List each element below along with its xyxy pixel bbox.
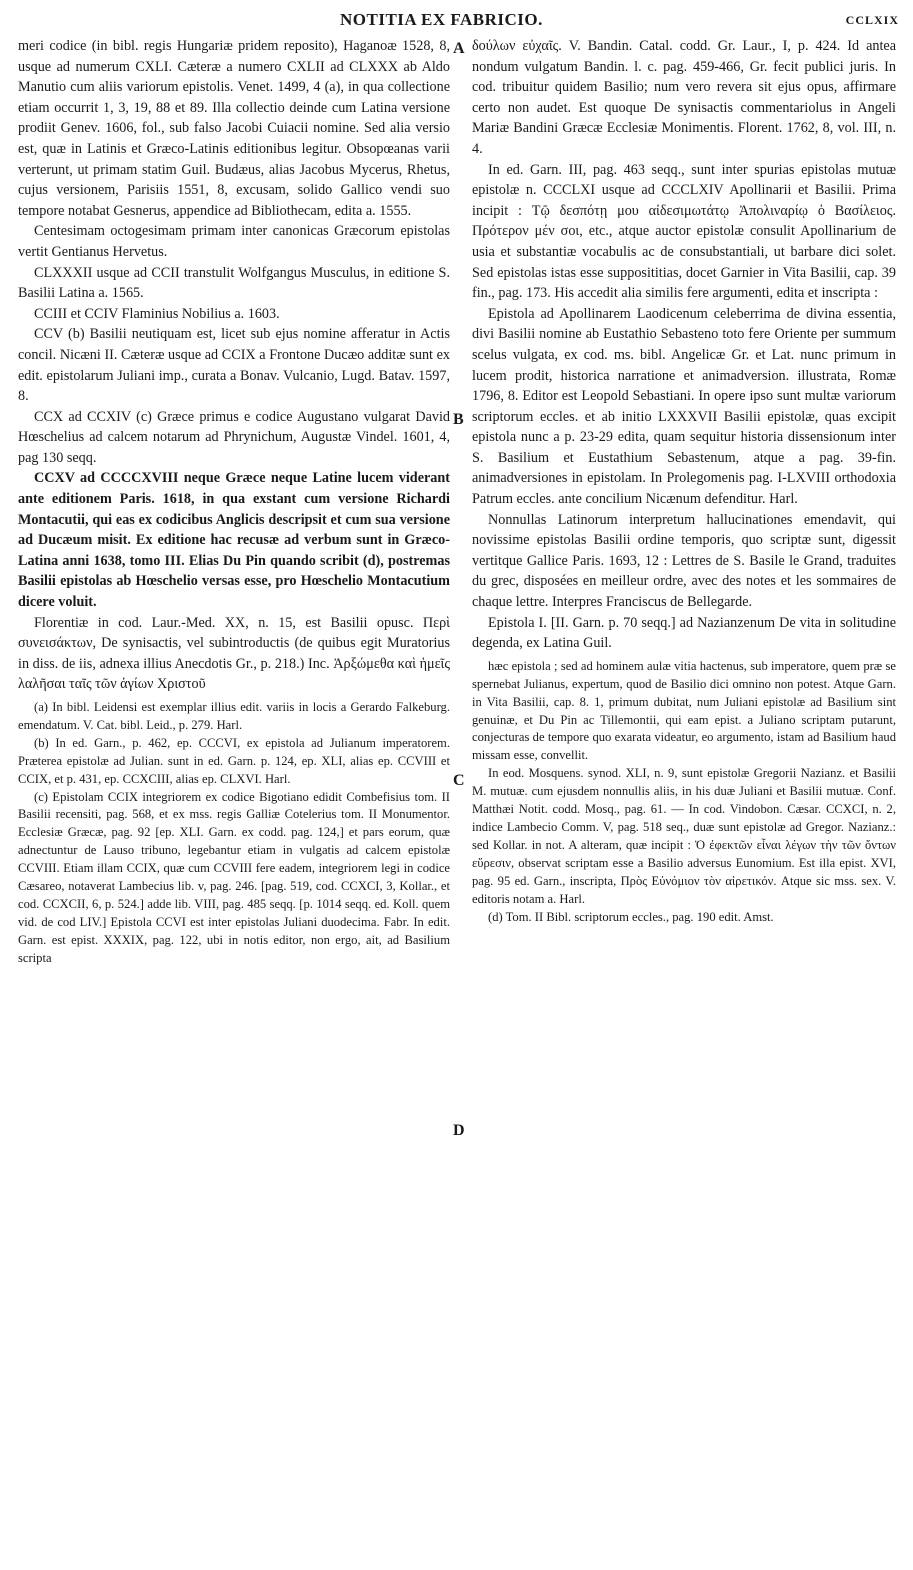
section-marker-a: A [453, 40, 465, 57]
left-footnotes [18, 699, 450, 968]
right-paragraph: In ed. Garn. III, pag. 463 seqq., sunt inter spurias epistolas mutuæ epistolæ n. CCCLXI usque ad CCCLXIV Apollinarii et Basilii. Prima incipit : Τῷ δεσπότῃ μου αἰδεσιμωτάτῳ Ἀπολιναρίῳ ὁ Βασίλειος. Πρότερον μέν σοι, etc., atque auctor epistolæ consulit Apollinarium de usia et substantiæ vocabulis ac de consubstantiali, ut barbare dici solet. Sed epistolas istas esse supposititias, docet Garnier in Vita Basilii, cap. 39 fin., pag. 173. His accedit alia similis fere argumenti, edita et inscripta : [472, 161, 896, 302]
running-title: NOTITIA EX FABRICIO. [340, 10, 543, 29]
left-paragraph: Centesimam octogesimam primam inter canonicas Græcorum epistolas vertit Gentianus Hervetus. [18, 223, 450, 260]
left-paragraph: CCV (b) Basilii neutiquam est, licet sub ejus nomine afferatur in Actis concil. Nicæni II. Cæteræ usque ad CCIX a Frontone Ducæo additæ sunt ex edit. epistolarum Juliani imp., curata a Bonav. Vulcanio, Lugd. Batav. 1597, 8. [18, 326, 450, 405]
left-paragraph: CCIII et CCIV Flaminius Nobilius a. 1603. [34, 305, 280, 322]
footnote: (a) In bibl. Leidensi est exemplar illius edit. variis in locis a Gerardo Falkeburg. emendatum. V. Cat. bibl. Leid., p. 279. Harl. [18, 700, 450, 732]
right-column [472, 36, 896, 926]
right-paragraph: δούλων εὐχαῖς. V. Bandin. Catal. codd. Gr. Laur., I, p. 424. Id antea nondum vulgatum Bandin. l. c. pag. 459-466, Gr. fecit publici juris. In cod. tribuitur quidem Basilio; num vero revera sit ejus opus, affirmare certo non audet. Est quoque De synisactis commentariolus in Angeli Mariæ Bandini Græcæ Ecclesiæ Monimentis. Florent. 1762, 8, vol. III, n. 4. [472, 38, 896, 157]
page-header [0, 10, 913, 36]
section-marker-b: B [453, 411, 464, 428]
right-paragraph: Epistola I. [II. Garn. p. 70 seqq.] ad Nazianzenum De vita in solitudine degenda, ex Latina Guil. [472, 614, 896, 652]
left-paragraph: CLXXXII usque ad CCII transtulit Wolfgangus Musculus, in editione S. Basilii Latina a. 1565. [18, 264, 450, 302]
section-marker-d: D [453, 1122, 465, 1139]
left-column [18, 36, 450, 968]
left-paragraph: CCXV ad CCCCXVIII neque Græce neque Latine lucem viderant ante editionem Paris. 1618, in qua exstant cum versione Richardi Montacutii, qui eas ex codicibus Anglicis descripsit et cum sua versione ad Ducæum misit. Ex editione hac recusæ ad verbum sunt in Græco-Latina anni 1638, tomo III. Elias Du Pin quando scribit (d), postremas Basilii epistolas ab Hœschelio versas esse, pro Hœschelio Montacutium dicere voluit. [18, 470, 450, 611]
footnote: (b) In ed. Garn., p. 462, ep. CCCVI, ex epistola ad Julianum imperatorem. Præterea epistolæ ad Julian. sunt in ed. Garn. p. 124, ep. XLI, alias ep. CCVIII et CCIX, et p. 431, ep. CCXCIII, alias ep. CLXVI. Harl. [18, 735, 450, 786]
footnote: In eod. Mosquens. synod. XLI, n. 9, sunt epistolæ Gregorii Nazianz. et Basilii M. mutuæ. cum ejusdem nonnullis aliis, in his duæ Juliani et Basilii mutuæ. Conf. Matthæi Notit. codd. Mosq., pag. 61. — In cod. Vindobon. Cæsar. CCXCI, n. 2, indice Lambecio Comm. V, pag. 518 seq., duæ sunt epistolæ ad Gregor. Nazianz.: sed Kollar. in not. A alteram, quæ incipit : Ὁ ἐφεκτῶν εἶναι λέγων τὴν τῶν ὄντων εὕρεσιν, observat scriptam esse a Basilio adversus Eunomium. Est illa epist. XVI, pag. 95 ed. Garn., inscripta, Πρὸς Εὐνόμιον τὸν αἱρετικόν. Atque sic mss. sex. V. editoris notam a. Harl. [472, 766, 896, 906]
right-footnotes [472, 658, 896, 927]
left-paragraph: Florentiæ in cod. Laur.-Med. XX, n. 15, est Basilii opusc. Περὶ συνεισάκτων, De synisactis, vel subintroductis (de quibus egit Muratorius in diss. de iis, adnexa illius Anecdotis Gr., p. 218.) Inc. Ἀρξώμεθα καὶ ἡμεῖς λαλῆσαι ταῖς τῶν ἁγίων Χριστοῦ [18, 614, 450, 693]
section-marker-c: C [453, 772, 465, 789]
right-paragraph: Nonnullas Latinorum interpretum hallucinationes emendavit, qui novissime epistolas Basilii ordine temporis, quo scriptæ sunt, digessit vertitque Gallice Paris. 1693, 12 : Lettres de S. Basile le Grand, traduites du grec, disposées en meilleur ordre, avec des notes et les sommaires de chaque lettre. Interpres Franciscus de Bellegarde. [472, 511, 896, 611]
left-paragraph: CCX ad CCXIV (c) Græce primus e codice Augustano vulgarat David Hœschelius ad calcem notarum ad Phrynichum, Augustæ Vindel. 1601, 4, pag 130 seqq. [18, 408, 450, 466]
footnote: hæc epistola ; sed ad hominem aulæ vitia hactenus, sub imperatore, quem præ se spernebat Julianus, expertum, quod de Basilio dici omnino non potest. Atque Garn. in Vita Basilii, cap. 8. 1, primum dubitat, num Juliani epistolæ ad Basilium sint genuinæ, et Du Pin ac Tillemontii, qui eam epist. a Juliano scriptam putarunt, conjecturas de tempore quo exarata videatur, eo argumento, istam ad Basilium haud missam esse, convellit. [472, 658, 896, 763]
page-number: CCLXIX [845, 13, 899, 27]
left-paragraph: meri codice (in bibl. regis Hungariæ pridem reposito), Haganoæ 1528, 8, usque ad numerum CXLI. Cæteræ a numero CXLII ad CLXXX ab Aldo Manutio cum aliis variorum epistolis. Venet. 1499, 4 (a), in qua collectione etiam occurrit 1, 3, 19, 88 et 89. Illa collectio deinde cum Latina versione prodiit Genev. 1606, fol., sub falso Jacobi Cuiacii nomine. Sed alia versio est, quæ in Latinis et Græco-Latinis editionibus legitur. Obsopœanas varii verterunt, ut primam statim Guil. Budæus, alias Jacobus Mycerus, Rhetus, cujus versionem, Parisiis 1551, 8, excusam, solido Gallico vendi suo tempore notabat Gesnerus, appendice ad Bibliothecam, edita a. 1555. [18, 38, 450, 219]
footnote: (c) Epistolam CCIX integriorem ex codice Bigotiano edidit Combefisius tom. II Basilii recensiti, pag. 568, et ex mss. regis Galliæ Cotelerius tom. II Monumentor. Ecclesiæ Græcæ, pag. 92 [ep. XLI. Garn. ex codd. pag. 124,] et pars eorum, quæ adnectuntur de Lauso tribuno, legebantur etiam in vulgatis ad calcem epistolæ CCVIII. Etiam illam CCIX, quæ cum CCVIII fere eadem, integriorem legi in codice Cæsareo, notaverat Lambecius lib. v, pag. 246. [pag. 519, cod. CCXCI, 3, Kollar., et cod. CCXCII, 6, p. 524.] adde lib. VIII, pag. 485 seqq. [p. 1014 seqq. ed. Koll. quem vid. de cod LIV.] Epistola CCVI est inter epistolas Juliani duodecima. Fabr. In edit. Garn. est epist. XXXIX, pag. 122, ubi in notis editor, non ergo, ait, ad Basilium scripta [18, 789, 450, 965]
footnote: (d) Tom. II Bibl. scriptorum eccles., pag. 190 edit. Amst. [488, 909, 774, 924]
right-paragraph: Epistola ad Apollinarem Laodicenum celeberrima de divina essentia, divi Basilii nomine ab Eustathio Sebasteno toto fere Oriente per summum scelus vulgata, ex cod. ms. bibl. Angelicæ Gr. et Lat. nunc primum in lucem prodit, historica narratione et animadversion. illustrata, Romæ 1796, 8. Editor est Leopold Sebastiani. In opere ipso sunt multæ variorum scriptorum eccles. et ab initio LXXXVII Basilii epistolæ, quas excipit epistola nunc a p. 23-29 edita, quam sequitur historia dissensionum inter S. Basilium et Eustathium Sebastenum, atque a pag. 39-fin. animadversiones in epistolam. In Prolegomenis pag. I-LXVIII orthodoxia Patrum eccles. ante concilium Nicænum defenditur. Harl. [472, 305, 896, 508]
